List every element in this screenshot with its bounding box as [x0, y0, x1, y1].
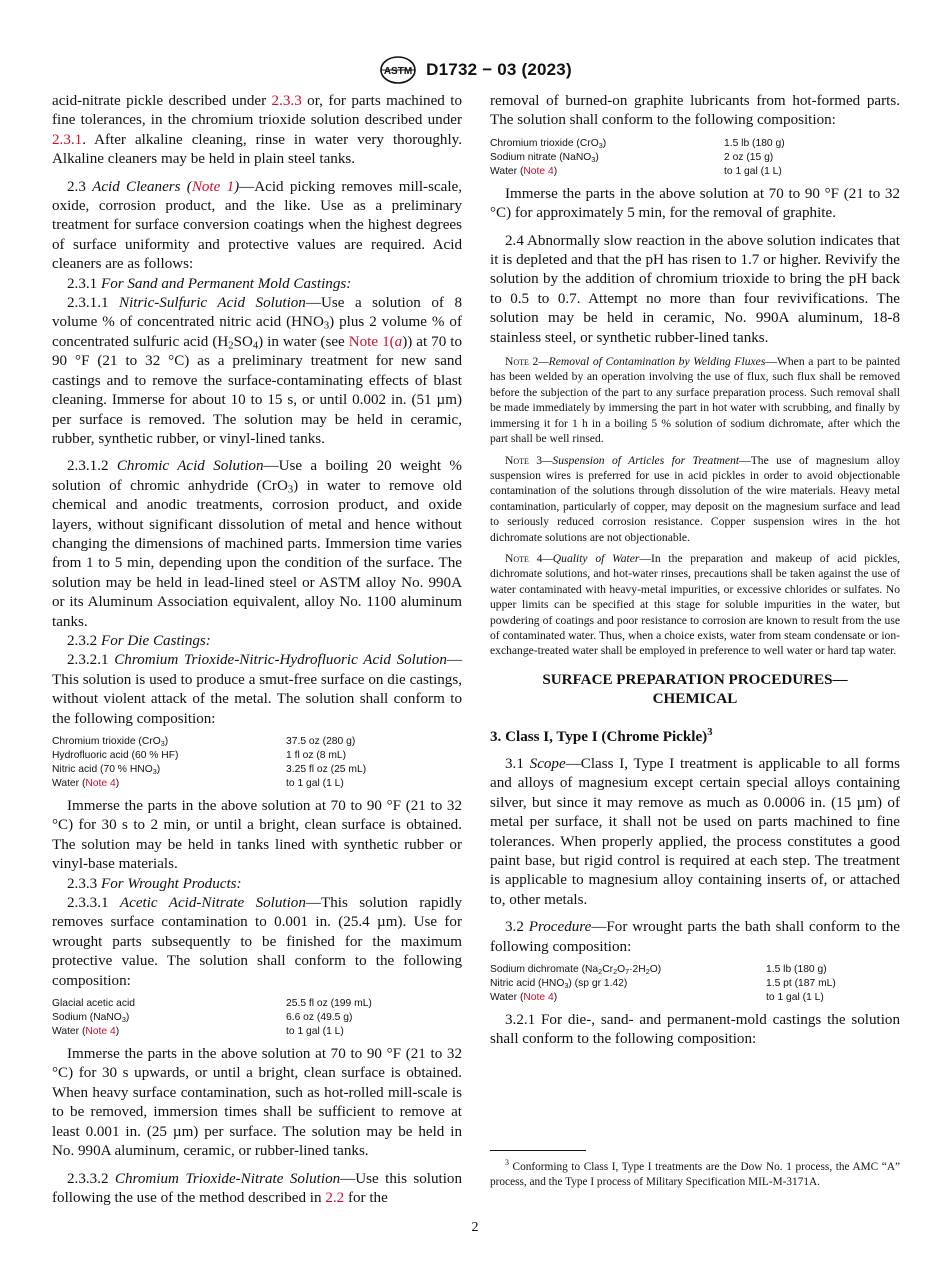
- section-3-1: 3.1 Scope—Class I, Type I treatment is applicable to all forms and alloys of magnesium except certain special alloys containing silver, but since it may remove as much as 0.0006 in. (15 µm) of metal per surface, it shall not be used on parts machined to fine tolerances. When properly applied, the process constitutes a good paint base, but rigid control is required at each step. The treatment is applicable to magnesium alloy containing inserts of, or attached to, other metals.: [490, 756, 900, 908]
- table-row: Sodium dichromate $(Na_2Cr_2O_7\cdot 2H_2O)$ 1.5 lb (180 g): [490, 964, 827, 976]
- note-2: Note 2—Removal of Contamination by Welding Fluxes—When a part to be painted has been welded by an operation involving the use of flux, such flux shall be removed before the subjection of the part to any surface preparation process. Such removal shall be made immediately by immersing the part in hot water with scrubbing, and finally by immersing it for 1 h in a boiling 5 % solution of sodium dichromate, after which the part shall be well rinsed.: [490, 355, 900, 446]
- table-row: Water (Note 4) to 1 gal (1 L): [52, 778, 344, 789]
- paragraph-immerse-2: Immerse the parts in the above solution at 70 to 90 °F (21 to 32 °C) for 30 s upwards, or until a bright, clean surface is obtained. When heavy surface contamination, such as hot-rolled mill-scale is to be removed, immersion times shall be sufficient to remove at least 0.001 in. (25 µm) per surface. The solution may be held in No. 990A aluminum, ceramic, or rubber-lined tanks.: [52, 1046, 462, 1160]
- ref-link-note-4[interactable]: Note 4: [523, 992, 554, 1004]
- section-2-3: 2.3 Acid Cleaners (Note 1)—Acid picking removes mill-scale, oxide, corrosion product, and the like. Use as a preliminary treatment for surface conversion coatings when the highest degrees of surface uniformity and protective values are required. Acid cleaners are as follows:: [52, 178, 463, 273]
- section-2-3-1: 2.3.1 For Sand and Permanent Mold Castings:: [67, 275, 352, 292]
- table-row: Water (Note 4) to 1 gal (1 L): [490, 992, 824, 1004]
- ref-link-2-3-1[interactable]: 2.3.1: [52, 131, 83, 148]
- ref-link-note-4[interactable]: Note 4: [85, 778, 116, 789]
- section-2-3-3-1: 2.3.3.1 Acetic Acid-Nitrate Solution—This solution rapidly removes surface contamination to 0.001 in. (25.4 µm). Use for wrought parts subsequently to be finished for the maximum protective value. The solution shall conform to the following composition:: [52, 895, 463, 989]
- paragraph-immerse-3: Immerse the parts in the above solution at 70 to 90 °F (21 to 32 °C) for approximately 5 min, for the removal of graphite.: [490, 185, 900, 222]
- paragraph-graphite-continuation: removal of burned-on graphite lubricants from hot-formed parts. The solution shall conform to the following composition:: [490, 93, 900, 129]
- section-2-3-2: 2.3.2 For Die Castings:: [67, 632, 211, 649]
- ref-link-note-1[interactable]: Note 1: [191, 178, 235, 195]
- svg-text:ASTM: ASTM: [384, 66, 413, 77]
- ref-link-2-3-3[interactable]: 2.3.3: [271, 93, 302, 109]
- section-2-4: 2.4 Abnormally slow reaction in the above solution indicates that it is depleted and that the pH has risen to 1.7 or higher. Revivify the solution by the addition of chromium trioxide to bring the pH back to 0.5 to 0.7. Attempt no more than four revivifications. The solution may be held in ceramic, No. 990A aluminum, 18-8 stainless steel, or synthetic rubber-lined tanks.: [490, 232, 900, 346]
- note-4: Note 4—Quality of Water—In the preparation and makeup of acid pickles, dichromate solutions, and hot-water rinses, precautions shall be taken against the use of water contaminated with heavy-metal impurities, or excessive chlorides or sulfates. No upper limits can be specified at this stage for soluble impurities in the water, but powdering of coatings and poor resistance to corrosion are known to result from the use of contaminated water. Thus, when a choice exists, water from steam condensate or ion-exchange-treated water shall be employed in preference to well water or hard tap water.: [490, 551, 901, 658]
- ref-link-note-4[interactable]: Note 4: [85, 1026, 116, 1038]
- table-row: Chromium trioxide (CrO$_3$) 1.5 lb (180 g): [490, 137, 785, 150]
- table-row: Nitric acid (70 % $HNO_3$) 3.25 fl oz (25 mL): [52, 764, 367, 776]
- composition-table-4: [490, 963, 836, 1005]
- section-2-3-3: 2.3.3 For Wrought Products:: [67, 875, 242, 892]
- footnote-3: $^3$ Conforming to Class I, Type I treatments are the Dow No. 1 process, the AMC “A” process, and the Type I process of Military Specification MIL-M-3171A.: [490, 1158, 900, 1188]
- table-row: Chromium trioxide (CrO$_3$) 37.5 oz (280 g): [52, 736, 356, 748]
- composition-table-2: [52, 997, 372, 1039]
- section-heading: SURFACE PREPARATION PROCEDURES— CHEMICAL: [542, 671, 848, 708]
- left-column: [52, 92, 462, 1208]
- table-row: Hydrofluoric acid (60 % HF) 1 fl oz (8 mL): [52, 750, 347, 761]
- ref-link-note-1[interactable]: Note 1: [348, 333, 390, 350]
- section-2-3-1-1: 2.3.1.1 Nitric-Sulfuric Acid Solution—Use a solution of 8 volume % of concentrated nitric acid $(HNO_3)$ plus 2 volume % of concentrated sulfuric acid $(H_2SO_4)$ in water (see Note 1(a)) at 70 to 90 °F (21 to 32 °C) as a preliminary treatment for new sand castings and to remove the surface-contaminating effects of blast cleaning. Immerse for about 10 to 15 s, or until 0.002 in. (51 µm) per surface is removed. The solution may be held in ceramic, rubber, synthetic rubber, or vinyl-lined tanks.: [52, 295, 463, 447]
- section-2-3-2-1: 2.3.2.1 Chromium Trioxide-Nitric-Hydrofluoric Acid Solution—This solution is used to produce a smut-free surface on die castings, without violent attack of the metal. The solution shall conform to the following composition:: [52, 652, 462, 727]
- paragraph-immerse-1: Immerse the parts in the above solution at 70 to 90 °F (21 to 32 °C) for 30 s to 2 min, or until a bright, clean surface is obtained. The solution may be held in tanks lined with synthetic rubber or vinyl-base materials.: [52, 798, 462, 873]
- footnote-ref-3[interactable]: 3: [707, 726, 713, 738]
- section-3-2: 3.2 Procedure—For wrought parts the bath shall conform to the following composition:: [490, 919, 900, 955]
- table-row: Glacial acetic acid 25.5 fl oz (199 mL): [52, 998, 372, 1010]
- table-row: Sodium (NaNO$_3$) 6.6 oz (49.5 g): [52, 1012, 353, 1024]
- page-number: 2: [471, 1220, 479, 1235]
- astm-logo-icon: [378, 55, 418, 85]
- ref-link-note-4[interactable]: Note 4: [523, 165, 554, 177]
- section-2-3-3-2: 2.3.3.2 Chromium Trioxide-Nitrate Solution—Use this solution following the use of the method described in 2.2 for the: [52, 1170, 462, 1206]
- composition-table-1: [52, 735, 366, 791]
- note-3: Note 3—Suspension of Articles for Treatment—The use of magnesium alloy suspension wires is preferred for use in acid pickles in order to avoid objectionable contamination of the solutions through dissolution of the wire materials. Heavy metal contamination, particularly of copper, may deposit on the magnesium surface and lead to seriously reduced corrosion resistance. Copper suspension wires in the hot dichromate solutions are not objectionable.: [490, 453, 900, 544]
- ref-link-2-2[interactable]: 2.2: [325, 1189, 345, 1206]
- table-row: Nitric acid $(HNO_3)$ (sp gr 1.42) 1.5 pt (187 mL): [490, 978, 836, 990]
- section-3-2-1: 3.2.1 For die-, sand- and permanent-mold castings the solution shall conform to the following composition:: [490, 1012, 900, 1048]
- table-row: Water (Note 4) to 1 gal (1 L): [52, 1026, 344, 1038]
- section-2-3-1-2: 2.3.1.2 Chromic Acid Solution—Use a boiling 20 weight % solution of chromic anhydride (CrO$_3$) in water to remove old chemical and anodic treatments, corrosion product, and oxide layers, without significant dissolution of metal and hence without changing the dimensions of machined parts. Immersion time varies from 1 to 5 min, depending upon the condition of the surface. The solution may be held in lead-lined steel or ASTM alloy No. 990A or its Aluminum Association equivalent, alloy No. 1100 aluminum tanks.: [52, 458, 462, 630]
- table-row: Sodium nitrate (NaNO$_3$) 2 oz (15 g): [490, 151, 774, 164]
- composition-table-3: [490, 137, 785, 179]
- table-row: Water (Note 4) to 1 gal (1 L): [490, 165, 782, 177]
- footnote-divider: [490, 1150, 586, 1151]
- standard-designation: D1732 − 03 (2023): [426, 60, 572, 79]
- heading-section-3: 3. Class I, Type I (Chrome Pickle)$^3$: [490, 726, 713, 745]
- page-header: [0, 55, 950, 90]
- paragraph-alkaline-continuation: acid-nitrate pickle described under 2.3.3 or, for parts machined to fine tolerances, in the chromium trioxide solution described under 2.3.1. After alkaline cleaning, rinse in water very thoroughly. Alkaline cleaners may be held in plain steel tanks.: [52, 93, 463, 168]
- right-column: [490, 92, 900, 1050]
